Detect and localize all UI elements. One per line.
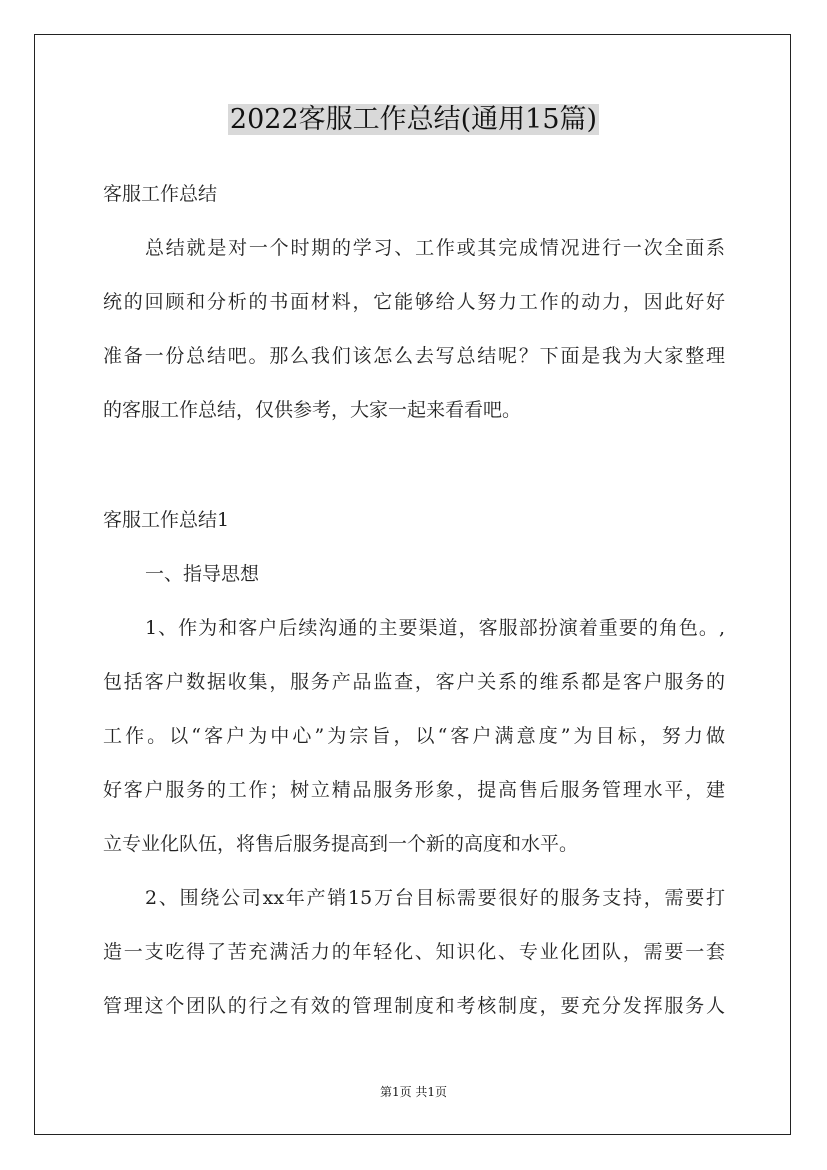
para2-line-2: 造一支吃得了苦充满活力的年轻化、知识化、专业化团队，需要一套 bbox=[103, 941, 725, 963]
document-title bbox=[0, 100, 827, 140]
intro-line-3: 准备一份总结吧。那么我们该怎么去写总结呢？下面是我为大家整理 bbox=[103, 345, 725, 367]
page-footer: 第1页 共1页 bbox=[379, 1085, 448, 1099]
para1-line-4: 好客户服务的工作；树立精品服务形象，提高售后服务管理水平，建 bbox=[103, 779, 725, 801]
subsection-heading: 一、指导思想 bbox=[145, 563, 260, 585]
para2-line-1: 2、围绕公司xx年产销15万台目标需要很好的服务支持，需要打 bbox=[145, 887, 725, 909]
document-subtitle: 客服工作总结 bbox=[103, 183, 218, 205]
intro-line-1: 总结就是对一个时期的学习、工作或其完成情况进行一次全面系 bbox=[145, 237, 725, 259]
intro-line-2: 统的回顾和分析的书面材料，它能够给人努力工作的动力，因此好好 bbox=[103, 291, 725, 313]
para1-line-3: 工作。以“客户为中心”为宗旨，以“客户满意度”为目标，努力做 bbox=[103, 725, 725, 747]
para2-line-3: 管理这个团队的行之有效的管理制度和考核制度，要充分发挥服务人 bbox=[103, 995, 725, 1017]
document-title-text: 2022客服工作总结(通用15篇) bbox=[229, 104, 598, 135]
para1-line-2: 包括客户数据收集，服务产品监查，客户关系的维系都是客户服务的 bbox=[103, 671, 725, 693]
section-heading: 客服工作总结1 bbox=[103, 509, 230, 531]
para1-line-1: 1、作为和客户后续沟通的主要渠道，客服部扮演着重要的角色。, bbox=[145, 617, 725, 639]
para1-line-5: 立专业化队伍，将售后服务提高到一个新的高度和水平。 bbox=[103, 833, 579, 855]
intro-line-4: 的客服工作总结，仅供参考，大家一起来看看吧。 bbox=[103, 399, 522, 421]
